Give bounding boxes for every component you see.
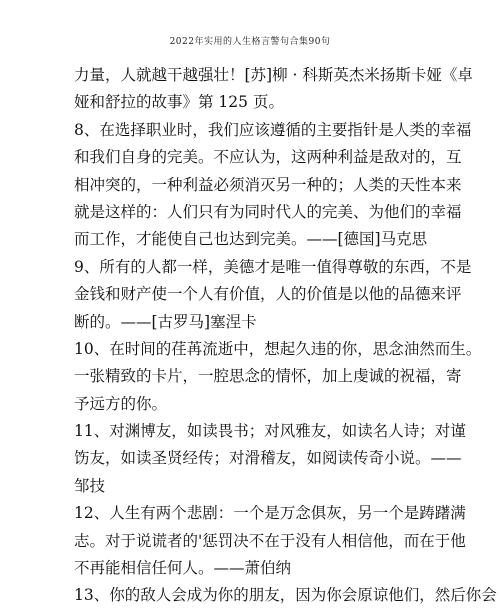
- text-line: 10、在时间的荏苒流逝中，想起久违的你，思念油然而生。: [74, 339, 482, 358]
- text-line: 就是这样的：人们只有为同时代人的完美、为他们的幸福: [74, 202, 462, 221]
- text-line: 娅和舒拉的故事》第 125 页。: [74, 93, 284, 112]
- text-line: 饬友，如读圣贤经传；对滑稽友，如阅读传奇小说。——: [74, 449, 462, 468]
- page-header: 2022年实用的人生格言警句合集90句: [169, 37, 331, 47]
- text-line: 断的。——[古罗马]塞涅卡: [74, 312, 257, 331]
- text-line: 而工作，才能使自己也达到完美。——[德国]马克思: [74, 230, 428, 249]
- text-line: 一张精致的卡片，一腔思念的情怀，加上虔诚的祝福，寄: [74, 367, 462, 386]
- text-line: 志。对于说谎者的'惩罚决不在于没有人相信他，而在于他: [74, 531, 466, 550]
- text-line: 不再能相信任何人。——萧伯纳: [74, 559, 292, 578]
- text-line: 力量，人就越干越强壮！[苏]柳 · 科斯英杰米扬斯卡娅《卓: [74, 66, 473, 84]
- text-line: 9、所有的人都一样，美德才是唯一值得尊敬的东西，不是: [74, 257, 472, 276]
- text-line: 8、在选择职业时，我们应该遵循的主要指针是人类的幸福: [74, 120, 472, 139]
- text-line: 金钱和财产使一个人有价值，人的价值是以他的品德来评: [74, 285, 462, 304]
- text-line: 和我们自身的完美。不应认为，这两种利益是敌对的，互: [74, 148, 462, 167]
- text-line: 邹技: [74, 476, 106, 495]
- text-line-cut-off: 13、你的敌人会成为你的朋友，因为你会原谅他们，然后你会: [74, 586, 497, 605]
- text-line: 相冲突的，一种利益必须消灭另一种的；人类的天性本来: [74, 175, 462, 194]
- text-line: 11、对渊博友，如读畏书；对风雅友，如读名人诗；对谨: [74, 422, 466, 441]
- text-line: 予远方的你。: [74, 394, 168, 413]
- document-body: [74, 62, 497, 605]
- text-line: 12、人生有两个悲剧：一个是万念俱灰，另一个是踌躇满: [74, 504, 466, 523]
